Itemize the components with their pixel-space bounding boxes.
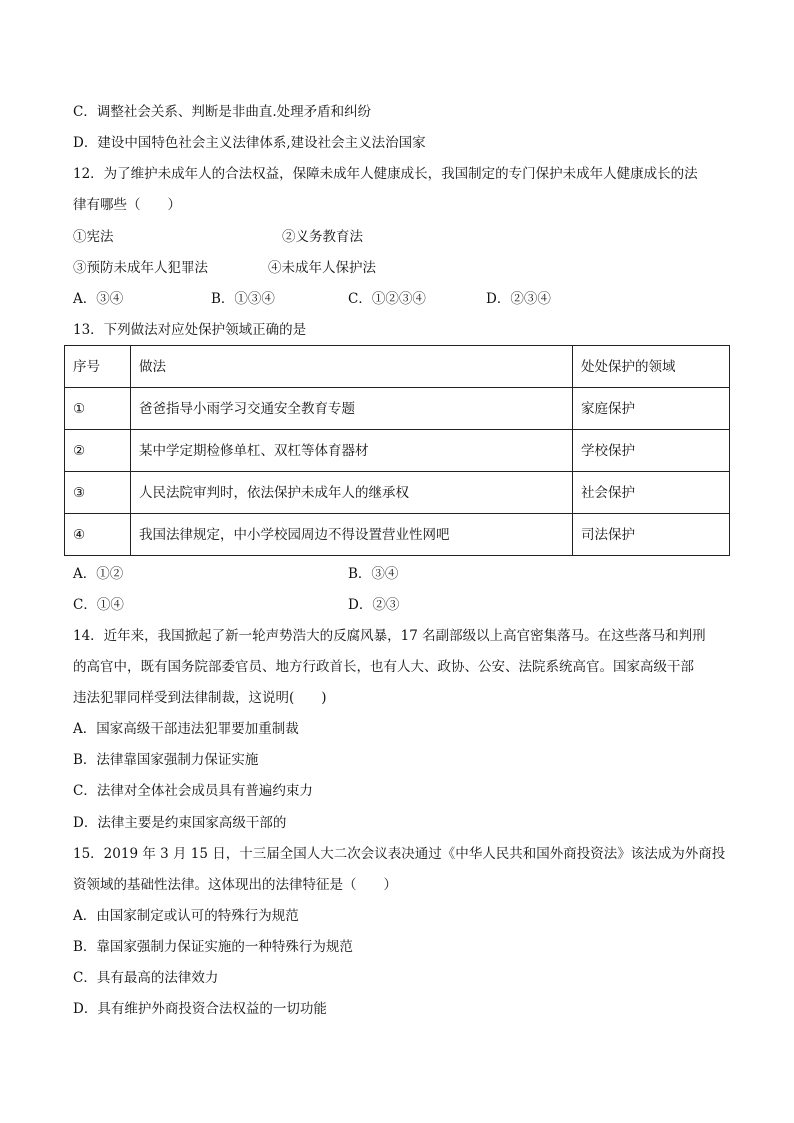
q15-stem-line1: 15．2019 年 3 月 15 日，十三届全国人大二次会议表决通过《中华人民共和国外商投资法》该法成为外商投	[73, 846, 726, 862]
table-cell: ④	[65, 514, 131, 556]
table-cell: 学校保护	[573, 430, 730, 472]
q12-option-d: D．②③④	[486, 291, 551, 307]
q15-option-d: D．具有维护外商投资合法权益的一切功能	[73, 1001, 327, 1017]
q12-stem-line1: 12．为了维护未成年人的合法权益，保障未成年人健康成长，我国制定的专门保护未成年人健康成长的法	[73, 166, 698, 182]
q12-option-c: C．①②③④	[348, 291, 426, 307]
q12-item-1: ①宪法	[73, 229, 114, 245]
q14-stem-line1: 14．近年来，我国掀起了新一轮声势浩大的反腐风暴，17 名副部级以上高官密集落马。在这些落马和判刑	[73, 628, 706, 644]
table-cell: 司法保护	[573, 514, 730, 556]
q12-item-4: ④未成年人保护法	[268, 260, 376, 276]
q15-option-b: B．靠国家强制力保证实施的一种特殊行为规范	[73, 939, 353, 955]
q12-item-3: ③预防未成年人犯罪法	[73, 260, 208, 276]
q15-option-a: A．由国家制定或认可的特殊行为规范	[73, 908, 299, 924]
q11-option-d: D．建设中国特色社会主义法律体系,建设社会主义法治国家	[73, 135, 426, 151]
q14-option-d: D．法律主要是约束国家高级干部的	[73, 815, 287, 831]
q13-stem: 13．下列做法对应处保护领域正确的是	[73, 322, 307, 338]
q11-option-c: C．调整社会关系、判断是非曲直.处理矛盾和纠纷	[73, 104, 372, 120]
table-header-cell: 处处保护的领域	[573, 346, 730, 388]
table-header-cell: 做法	[131, 346, 573, 388]
q13-option-a: A．①②	[73, 566, 124, 582]
table-row	[65, 430, 730, 472]
table-cell: 人民法院审判时，依法保护未成年人的继承权	[131, 472, 573, 514]
q14-stem-line2: 的高官中，既有国务院部委官员、地方行政首长，也有人大、政协、公安、法院系统高官。国家高级干部	[73, 659, 694, 675]
table-cell: 爸爸指导小雨学习交通安全教育专题	[131, 388, 573, 430]
q12-option-b: B．①③④	[211, 291, 275, 307]
q13-option-c: C．①④	[73, 597, 124, 613]
q14-option-c: C．法律对全体社会成员具有普遍约束力	[73, 783, 313, 799]
table-cell: ①	[65, 388, 131, 430]
table-header-row	[65, 346, 730, 388]
q15-stem-line2: 资领域的基础性法律。这体现出的法律特征是（ ）	[73, 877, 397, 893]
table-cell: 社会保护	[573, 472, 730, 514]
q15-option-c: C．具有最高的法律效力	[73, 970, 219, 986]
table-row	[65, 472, 730, 514]
q13-option-d: D．②③	[348, 597, 400, 613]
table-cell: ②	[65, 430, 131, 472]
q12-stem-line2: 律有哪些（ ）	[73, 197, 181, 213]
table-row	[65, 388, 730, 430]
q13-option-b: B．③④	[348, 566, 399, 582]
table-cell: 我国法律规定，中小学校园周边不得设置营业性网吧	[131, 514, 573, 556]
table-cell: 某中学定期检修单杠、双杠等体育器材	[131, 430, 573, 472]
table-row	[65, 514, 730, 556]
q12-option-a: A．③④	[73, 291, 124, 307]
q13-table	[64, 345, 730, 556]
q14-stem-line3: 违法犯罪同样受到法律制裁，这说明( )	[73, 690, 327, 706]
table-cell: ③	[65, 472, 131, 514]
q12-item-2: ②义务教育法	[282, 229, 363, 245]
q14-option-b: B．法律靠国家强制力保证实施	[73, 752, 259, 768]
table-header-cell: 序号	[65, 346, 131, 388]
table-cell: 家庭保护	[573, 388, 730, 430]
q14-option-a: A．国家高级干部违法犯罪要加重制裁	[73, 721, 299, 737]
